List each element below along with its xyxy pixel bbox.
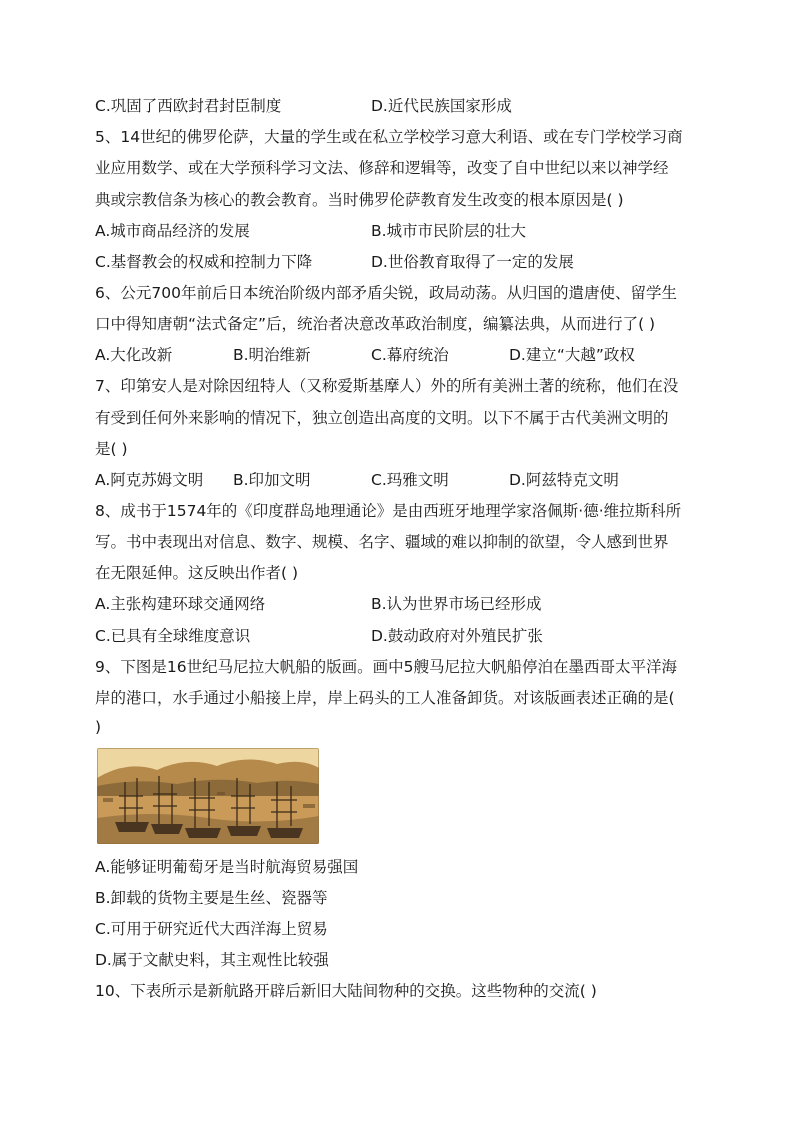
q5-stem-line-1: 5、14世纪的佛罗伦萨，大量的学生或在私立学校学习意大利语、或在专门学校学习商 [95, 128, 683, 146]
q5-option-a[interactable]: A.城市商品经济的发展 [95, 222, 250, 240]
q9-option-b[interactable]: B.卸载的货物主要是生丝、瓷器等 [95, 889, 328, 907]
q7-option-d[interactable]: D.阿兹特克文明 [509, 471, 619, 489]
q9-stem-line-2: 岸的港口，水手通过小船接上岸，岸上码头的工人准备卸货。对该版画表述正确的是( [95, 689, 675, 707]
manila-galleon-engraving [97, 748, 319, 844]
q8-stem-line-1: 8、成书于1574年的《印度群岛地理通论》是由西班牙地理学家洛佩斯·德·维拉斯科所 [95, 502, 682, 520]
q7-option-b[interactable]: B.印加文明 [233, 471, 311, 489]
q9-stem-line-3: ) [95, 718, 102, 736]
q8-option-c[interactable]: C.已具有全球维度意识 [95, 627, 251, 645]
q4-option-d[interactable]: D.近代民族国家形成 [371, 97, 512, 115]
q5-stem-line-3: 典或宗教信条为核心的教会教育。当时佛罗伦萨教育发生改变的根本原因是( ) [95, 191, 624, 209]
engraving-drawing [97, 748, 319, 844]
q8-option-d[interactable]: D.鼓动政府对外殖民扩张 [371, 627, 543, 645]
q7-stem-line-1: 7、印第安人是对除因纽特人（又称爱斯基摩人）外的所有美洲土著的统称，他们在没 [95, 377, 679, 395]
q5-stem-line-2: 业应用数学、或在大学预科学习文法、修辞和逻辑等，改变了自中世纪以来以神学经 [95, 159, 669, 177]
q7-option-a[interactable]: A.阿克苏姆文明 [95, 471, 204, 489]
q5-option-d[interactable]: D.世俗教育取得了一定的发展 [371, 253, 574, 271]
q9-stem-line-1: 9、下图是16世纪马尼拉大帆船的版画。画中5艘马尼拉大帆船停泊在墨西哥太平洋海 [95, 658, 677, 676]
q6-stem-line-2: 口中得知唐朝“法式备定”后，统治者决意改革政治制度，编纂法典，从而进行了( ) [95, 315, 656, 333]
q8-option-b[interactable]: B.认为世界市场已经形成 [371, 595, 542, 613]
q4-option-c[interactable]: C.巩固了西欧封君封臣制度 [95, 97, 282, 115]
q6-option-a[interactable]: A.大化改新 [95, 346, 173, 364]
q7-option-c[interactable]: C.玛雅文明 [371, 471, 449, 489]
q7-stem-line-3: 是( ) [95, 440, 128, 458]
q8-stem-line-3: 在无限延伸。这反映出作者( ) [95, 564, 299, 582]
q5-option-b[interactable]: B.城市市民阶层的壮大 [371, 222, 527, 240]
q6-option-d[interactable]: D.建立“大越”政权 [509, 346, 635, 364]
q7-stem-line-2: 有受到任何外来影响的情况下，独立创造出高度的文明。以下不属于古代美洲文明的 [95, 409, 669, 427]
q10-stem-line-1: 10、下表所示是新航路开辟后新旧大陆间物种的交换。这些物种的交流( ) [95, 982, 597, 1000]
q6-option-c[interactable]: C.幕府统治 [371, 346, 449, 364]
q6-option-b[interactable]: B.明治维新 [233, 346, 311, 364]
q8-stem-line-2: 写。书中表现出对信息、数字、规模、名字、疆域的难以抑制的欲望，令人感到世界 [95, 533, 669, 551]
q9-option-c[interactable]: C.可用于研究近代大西洋海上贸易 [95, 920, 328, 938]
q6-stem-line-1: 6、公元700年前后日本统治阶级内部矛盾尖锐，政局动荡。从归国的遣唐使、留学生 [95, 284, 677, 302]
q9-option-a[interactable]: A.能够证明葡萄牙是当时航海贸易强国 [95, 858, 359, 876]
q8-option-a[interactable]: A.主张构建环球交通网络 [95, 595, 266, 613]
q5-option-c[interactable]: C.基督教会的权威和控制力下降 [95, 253, 313, 271]
q9-option-d[interactable]: D.属于文献史料，其主观性比较强 [95, 951, 329, 969]
